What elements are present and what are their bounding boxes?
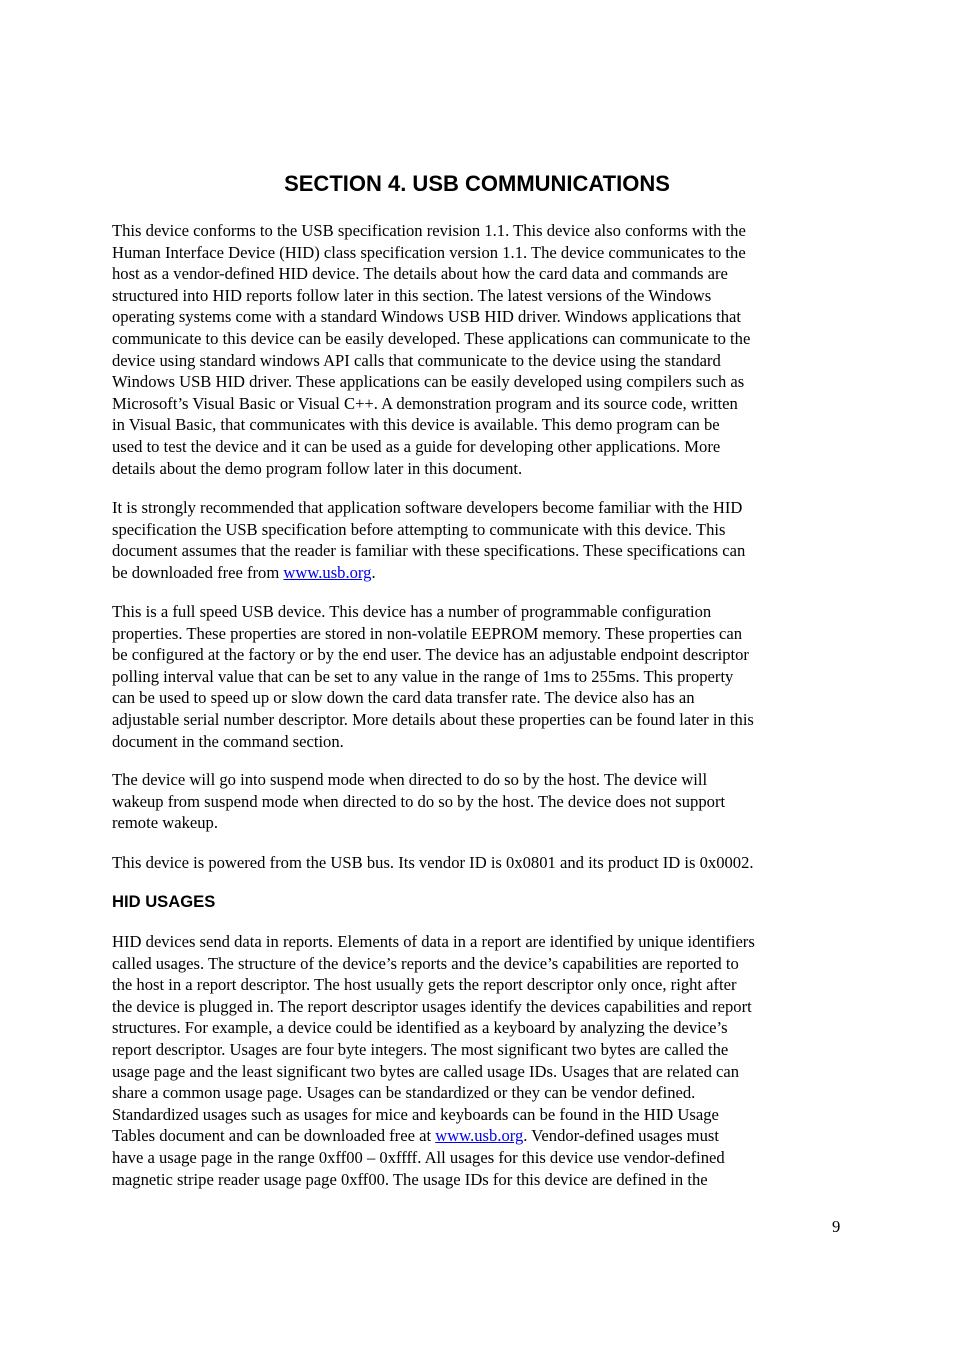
text-line: specification the USB specification before attempting to communicate with this device. This — [112, 519, 726, 539]
text-fragment: . — [371, 562, 376, 582]
paragraph-suspend — [112, 769, 725, 834]
text-line: This device is powered from the USB bus. Its vendor ID is 0x0801 and its product ID is 0x0002. — [112, 853, 754, 872]
paragraph-power — [112, 852, 754, 874]
text-line: Human Interface Device (HID) class specification version 1.1. The device communicates to the — [112, 242, 746, 262]
text-line: Windows USB HID driver. These applications can be easily developed using compilers such as — [112, 372, 745, 392]
section-title: SECTION 4. USB COMMUNICATIONS — [284, 171, 670, 196]
paragraph-recommendation — [112, 497, 745, 583]
usb-org-link[interactable]: www.usb.org — [435, 1126, 524, 1146]
text-line: the host in a report descriptor. The host usually gets the report descriptor only once, right after — [112, 975, 737, 995]
text-line: communicate to this device can be easily developed. These applications can communicate to the — [112, 328, 751, 348]
text-line: It is strongly recommended that application software developers become familiar with the HID — [112, 498, 743, 517]
text-line: Microsoft’s Visual Basic or Visual C++. A demonstration program and its source code, written — [112, 393, 738, 413]
text-line: can be used to speed up or slow down the card data transfer rate. The device also has an — [112, 688, 695, 708]
text-line: magnetic stripe reader usage page 0xff00. The usage IDs for this device are defined in the — [112, 1169, 708, 1189]
text-line: document in the command section. — [112, 731, 344, 751]
text-line: The device will go into suspend mode when directed to do so by the host. The device will — [112, 770, 708, 789]
text-line: used to test the device and it can be used as a guide for developing other applications. More — [112, 436, 721, 456]
text-line: in Visual Basic, that communicates with this device is available. This demo program can be — [112, 415, 720, 435]
text-line: This is a full speed USB device. This device has a number of programmable configuration — [112, 602, 712, 621]
text-line: report descriptor. Usages are four byte integers. The most significant two bytes are called the — [112, 1039, 729, 1059]
text-line: operating systems come with a standard Windows USB HID driver. Windows applications that — [112, 307, 741, 327]
text-fragment: be downloaded free from — [112, 562, 284, 582]
usb-org-link[interactable]: www.usb.org — [283, 562, 372, 582]
text-line — [112, 562, 745, 584]
text-line: Standardized usages such as usages for mice and keyboards can be found in the HID Usage — [112, 1104, 719, 1124]
text-line — [112, 1125, 755, 1147]
text-fragment: . Vendor-defined usages must — [523, 1126, 719, 1146]
subheading-hid-usages: HID USAGES — [112, 892, 216, 911]
text-line: called usages. The structure of the device’s reports and the device’s capabilities are reported to — [112, 953, 739, 973]
text-line: properties. These properties are stored in non-volatile EEPROM memory. These properties can — [112, 623, 743, 643]
text-line: wakeup from suspend mode when directed to do so by the host. The device does not support — [112, 791, 726, 811]
paragraph-full-speed — [112, 601, 754, 752]
text-line: have a usage page in the range 0xff00 – 0xffff. All usages for this device use vendor-defined — [112, 1147, 725, 1167]
text-line: This device conforms to the USB specification revision 1.1. This device also conforms with the — [112, 221, 746, 240]
paragraph-usb-conformance — [112, 220, 750, 479]
text-fragment: Tables document and can be downloaded free at — [112, 1126, 436, 1146]
text-line: HID devices send data in reports. Elements of data in a report are identified by unique identifiers — [112, 932, 755, 951]
text-line: structured into HID reports follow later in this section. The latest versions of the Windows — [112, 285, 712, 305]
text-line: usage page and the least significant two bytes are called usage IDs. Usages that are related can — [112, 1061, 740, 1081]
text-line: structures. For example, a device could be identified as a keyboard by analyzing the device’s — [112, 1018, 728, 1038]
text-line: remote wakeup. — [112, 813, 218, 833]
text-line: polling interval value that can be set to any value in the range of 1ms to 255ms. This property — [112, 666, 734, 686]
text-line: document assumes that the reader is familiar with these specifications. These specifications can — [112, 541, 746, 561]
text-line: details about the demo program follow later in this document. — [112, 458, 523, 478]
page-number: 9 — [832, 1217, 841, 1236]
text-line: adjustable serial number descriptor. More details about these properties can be found later in this — [112, 709, 754, 729]
text-line: host as a vendor-defined HID device. The details about how the card data and commands are — [112, 264, 728, 284]
text-line: device using standard windows API calls that communicate to the device using the standard — [112, 350, 721, 370]
paragraph-hid-usages — [112, 931, 755, 1190]
text-line: the device is plugged in. The report descriptor usages identify the devices capabilities and report — [112, 996, 752, 1016]
text-line: be configured at the factory or by the end user. The device has an adjustable endpoint descriptor — [112, 645, 749, 665]
text-line: share a common usage page. Usages can be standardized or they can be vendor defined. — [112, 1083, 696, 1103]
